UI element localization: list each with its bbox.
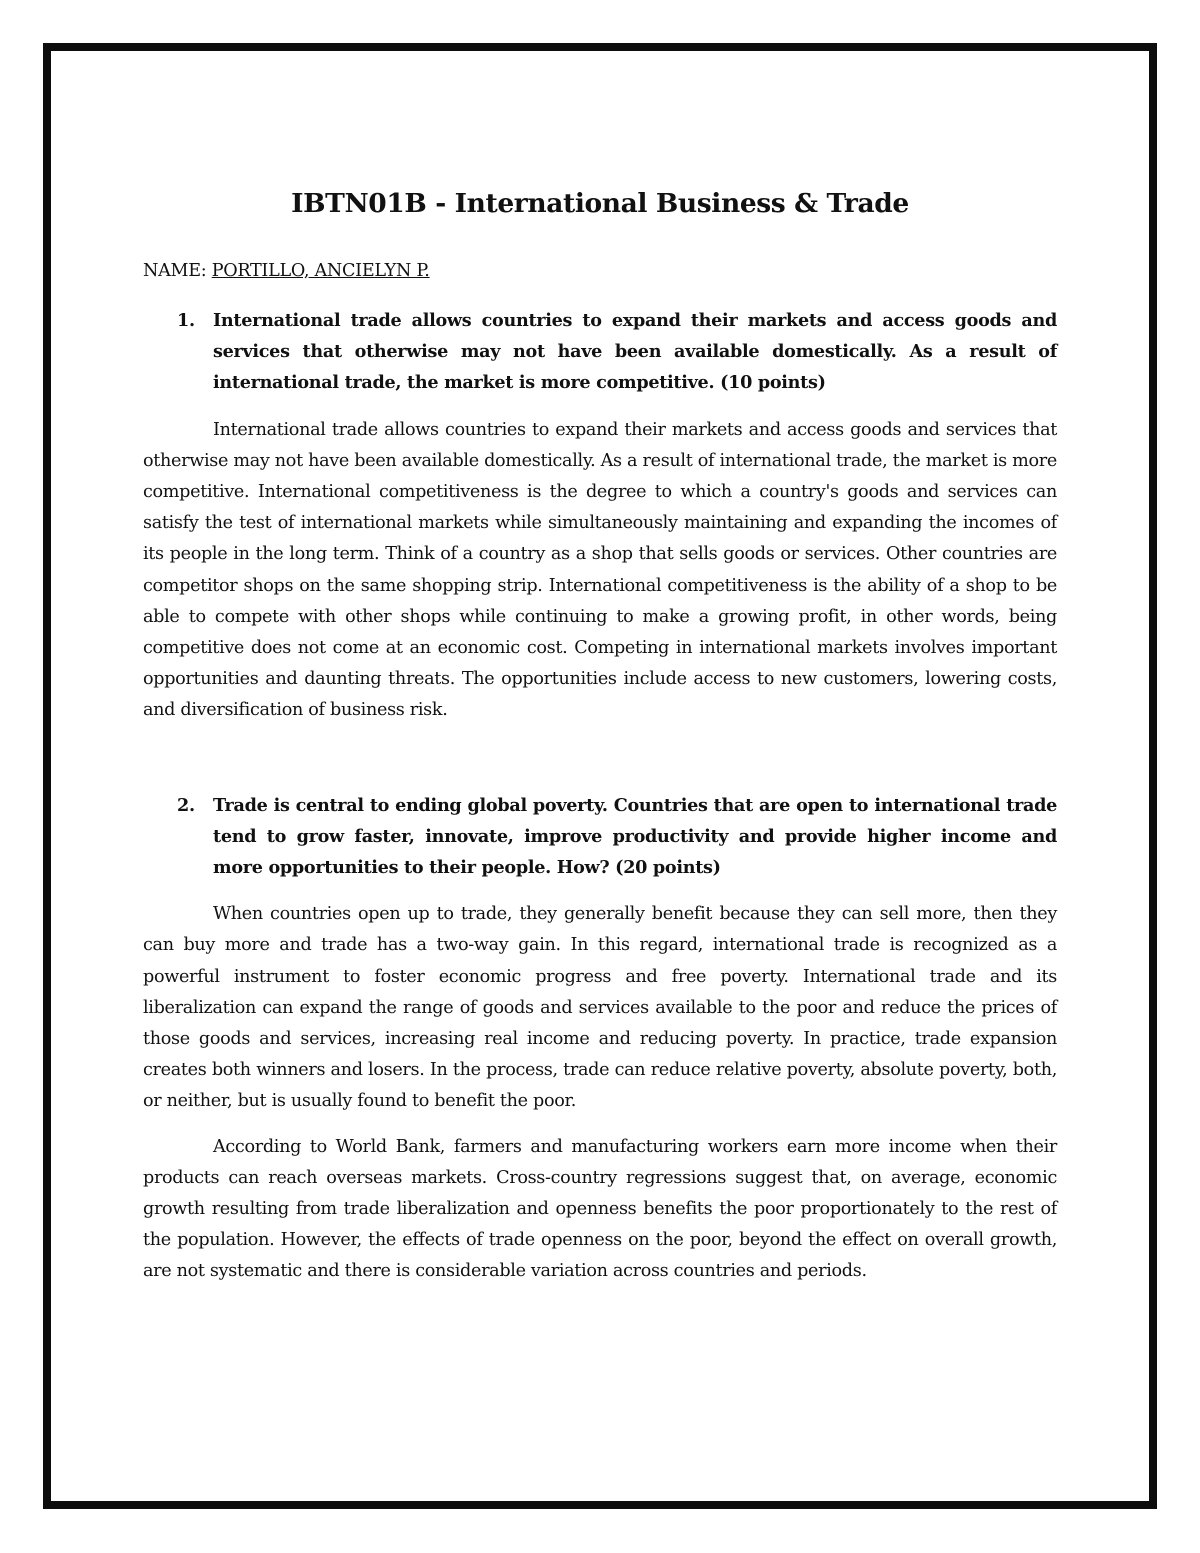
- question-2: [143, 790, 1057, 884]
- question-1: [143, 305, 1057, 399]
- question-2-number: 2.: [177, 794, 195, 816]
- name-label: NAME:: [143, 261, 207, 281]
- question-1-text: International trade allows countries to expand their markets and access goods and services that otherwise may not have been available domestically. As a result of international trade, the market is more competitive. (10 points): [213, 310, 1057, 394]
- document-title: IBTN01B - International Business & Trade: [291, 188, 909, 219]
- answer-2-paragraph-1: When countries open up to trade, they generally benefit because they can sell more, then they can buy more and trade has a two-way gain. In this regard, international trade is recognized as a powerful instrument to foster economic progress and free poverty. International trade and its liberalization can expand the range of goods and services available to the poor and reduce the prices of those goods and services, increasing real income and reducing poverty. In practice, trade expansion creates both winners and losers. In the process, trade can reduce relative poverty, absolute poverty, both, or neither, but is usually found to benefit the poor.: [143, 904, 1057, 1112]
- question-2-text: Trade is central to ending global poverty. Countries that are open to international trade tend to grow faster, innovate, improve productivity and provide higher income and more opportunities to their people. How? (20 points): [213, 794, 1057, 879]
- answer-2-paragraph-2: According to World Bank, farmers and manufacturing workers earn more income when their products can reach overseas markets. Cross-country regressions suggest that, on average, economic growth resulting from trade liberalization and openness benefits the poor proportionately to the rest of the population. However, the effects of trade openness on the poor, beyond the effect on overall growth, are not systematic and there is considerable variation across countries and periods.: [143, 1136, 1057, 1282]
- answer-1-paragraph: International trade allows countries to expand their markets and access goods and services that otherwise may not have been available domestically. As a result of international trade, the market is more competitive. International competitiveness is the degree to which a country's goods and services can satisfy the test of international markets while simultaneously maintaining and expanding the incomes of its people in the long term. Think of a country as a shop that sells goods or services. Other countries are competitor shops on the same shopping strip. International competitiveness is the ability of a shop to be able to compete with other shops while continuing to make a growing profit, in other words, being competitive does not come at an economic cost. Competing in international markets involves important opportunities and daunting threats. The opportunities include access to new customers, lowering costs, and diversification of business risk.: [143, 419, 1057, 721]
- name-line: [143, 257, 1057, 285]
- document-body: [143, 184, 1057, 1288]
- name-value: PORTILLO, ANCIELYN P.: [211, 261, 430, 281]
- question-1-number: 1.: [177, 310, 195, 331]
